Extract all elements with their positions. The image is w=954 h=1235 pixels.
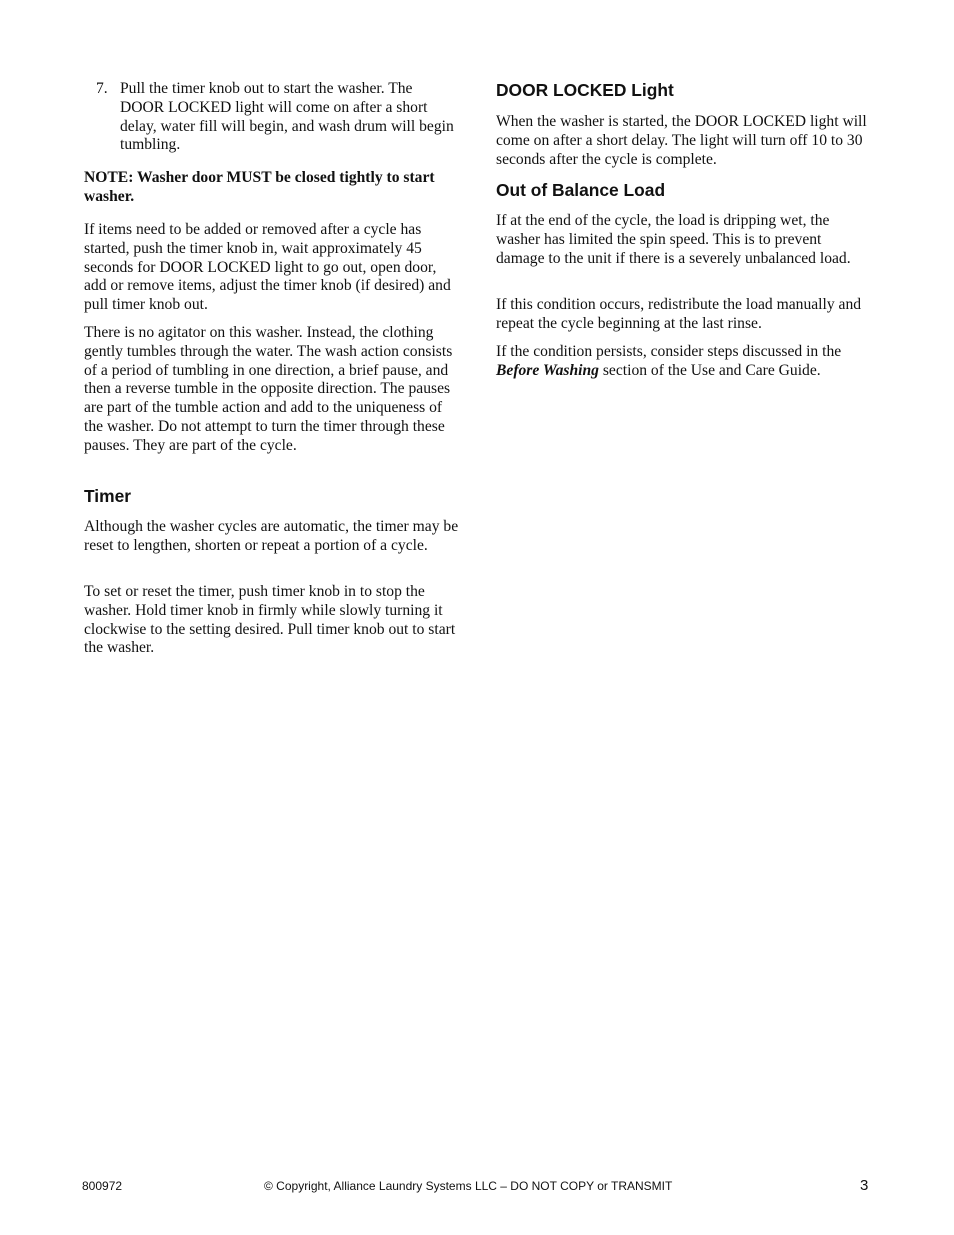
page-number: 3 <box>860 1177 869 1194</box>
paragraph-door-locked: When the washer is started, the DOOR LOCKED light will come on after a short delay. The light will turn off 10 to 30 seconds after the cycle is complete. <box>496 113 867 168</box>
persist-text-after: section of the Use and Care Guide. <box>598 361 821 379</box>
persist-text-before: If the condition persists, consider steps discussed in the <box>496 343 842 360</box>
paragraph-redistribute: If this condition occurs, redistribute the load manually and repeat the cycle beginning at the last rinse. <box>496 296 862 332</box>
note-warning: NOTE: Washer door MUST be closed tightly to start washer. <box>84 169 435 205</box>
before-washing-emphasis: Before Washing <box>496 361 599 379</box>
page-footer <box>0 1176 954 1196</box>
paragraph-condition-persists <box>496 343 872 381</box>
paragraph-timer-reset: Although the washer cycles are automatic, the timer may be reset to lengthen, shorten or repeat a portion of a cycle. <box>84 518 459 554</box>
paragraph-dripping-wet: If at the end of the cycle, the load is dripping wet, the washer has limited the spin speed. This is to prevent damage to the unit if there is a severely unbalanced load. <box>496 212 851 267</box>
document-number: 800972 <box>82 1179 123 1193</box>
copyright-notice: © Copyright, Alliance Laundry Systems LLC – DO NOT COPY or TRANSMIT <box>264 1179 673 1193</box>
paragraph-timer-instructions: To set or reset the timer, push timer knob in to stop the washer. Hold timer knob in firmly while slowly turning it clockwise to the setting desired. Pull timer knob out to start the washer. <box>84 583 456 657</box>
paragraph-add-remove-items: If items need to be added or removed after a cycle has started, push the timer knob in, wait approximately 45 seconds for DOOR LOCKED light to go out, open door, add or remove items, adjust the timer knob (if desired) and pull timer knob out. <box>84 221 451 314</box>
heading-door-locked-light: DOOR LOCKED Light <box>496 80 674 100</box>
paragraph-agitator: There is no agitator on this washer. Instead, the clothing gently tumbles through the water. The wash action consists of a period of tumbling in one direction, a brief pause, and then a reverse tumble in the opposite direction. The pauses are part of the tumble action and add to the uniqueness of the washer. Do not attempt to turn the timer through these pauses. They are part of the cycle. <box>84 324 453 454</box>
step-text: Pull the timer knob out to start the washer. The DOOR LOCKED light will come on after a short delay, water fill will begin, and wash drum will begin tumbling. <box>120 80 454 154</box>
step-number: 7. <box>96 80 108 97</box>
heading-out-of-balance: Out of Balance Load <box>496 180 666 200</box>
heading-timer: Timer <box>84 486 132 506</box>
numbered-step <box>98 80 458 155</box>
